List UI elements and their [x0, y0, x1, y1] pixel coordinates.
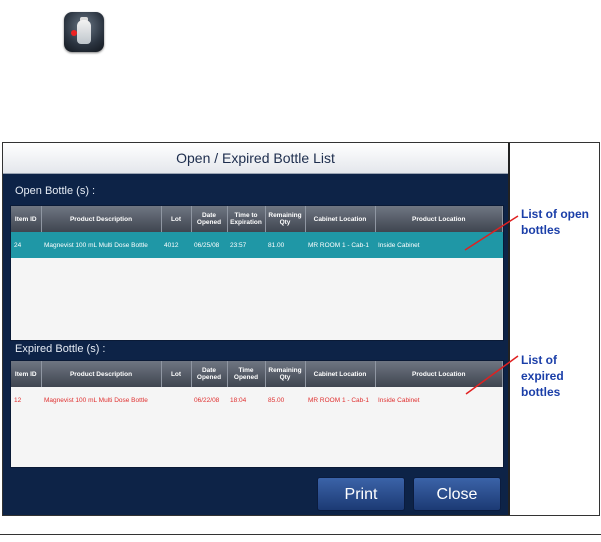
bottle-app-icon[interactable] — [64, 12, 104, 52]
cell-time-opened: 18:04 — [227, 387, 265, 413]
expired-bottles-panel — [10, 360, 504, 468]
open-bottles-label: Open Bottle (s) : — [15, 185, 96, 197]
col-product-location[interactable]: Product Location — [375, 206, 503, 232]
cell-time-to-expiration: 23:57 — [227, 232, 265, 258]
col-time-to-expiration[interactable]: Time to Expiration — [227, 206, 265, 232]
dialog-title: Open / Expired Bottle List — [3, 143, 508, 174]
open-bottles-panel — [10, 205, 504, 341]
col-remaining-qty[interactable]: Remaining Qty — [265, 206, 305, 232]
cell-date-opened: 06/25/08 — [191, 232, 227, 258]
figure-frame — [2, 142, 600, 516]
cell-date-opened: 06/22/08 — [191, 387, 227, 413]
cell-product-description: Magnevist 100 mL Multi Dose Bottle — [41, 232, 161, 258]
expired-table-header — [11, 361, 503, 387]
cell-product-location: Inside Cabinet — [375, 387, 503, 413]
cell-product-description: Magnevist 100 mL Multi Dose Bottle — [41, 387, 161, 413]
cell-item-id: 12 — [11, 387, 41, 413]
col-product-location[interactable]: Product Location — [375, 361, 503, 387]
col-time-opened[interactable]: Time Opened — [227, 361, 265, 387]
col-cabinet-location[interactable]: Cabinet Location — [305, 361, 375, 387]
col-lot[interactable]: Lot — [161, 206, 191, 232]
col-cabinet-location[interactable]: Cabinet Location — [305, 206, 375, 232]
open-bottles-callout: List of open bottles — [521, 207, 589, 237]
col-date-opened[interactable]: Date Opened — [191, 361, 227, 387]
cell-remaining-qty: 81.00 — [265, 232, 305, 258]
table-row[interactable] — [11, 387, 503, 413]
expired-bottles-table — [11, 361, 503, 413]
open-bottles-table — [11, 206, 503, 258]
close-button[interactable]: Close — [413, 477, 501, 511]
cell-cabinet-location: MR ROOM 1 - Cab-1 — [305, 387, 375, 413]
cell-cabinet-location: MR ROOM 1 - Cab-1 — [305, 232, 375, 258]
cell-lot: 4012 — [161, 232, 191, 258]
expired-bottles-label: Expired Bottle (s) : — [15, 343, 106, 355]
col-item-id[interactable]: Item ID — [11, 206, 41, 232]
red-dot-indicator — [71, 30, 77, 36]
cell-lot — [161, 387, 191, 413]
print-button[interactable]: Print — [317, 477, 405, 511]
col-product-description[interactable]: Product Description — [41, 206, 161, 232]
col-date-opened[interactable]: Date Opened — [191, 206, 227, 232]
col-item-id[interactable]: Item ID — [11, 361, 41, 387]
table-row[interactable] — [11, 232, 503, 258]
bottom-divider — [0, 534, 601, 535]
cell-product-location: Inside Cabinet — [375, 232, 503, 258]
bottle-list-dialog — [3, 143, 510, 515]
expired-bottles-callout: List of expired bottles — [521, 353, 564, 399]
col-product-description[interactable]: Product Description — [41, 361, 161, 387]
open-table-header — [11, 206, 503, 232]
col-lot[interactable]: Lot — [161, 361, 191, 387]
bottle-body-shape — [77, 20, 91, 44]
cell-item-id: 24 — [11, 232, 41, 258]
cell-remaining-qty: 85.00 — [265, 387, 305, 413]
col-remaining-qty[interactable]: Remaining Qty — [265, 361, 305, 387]
